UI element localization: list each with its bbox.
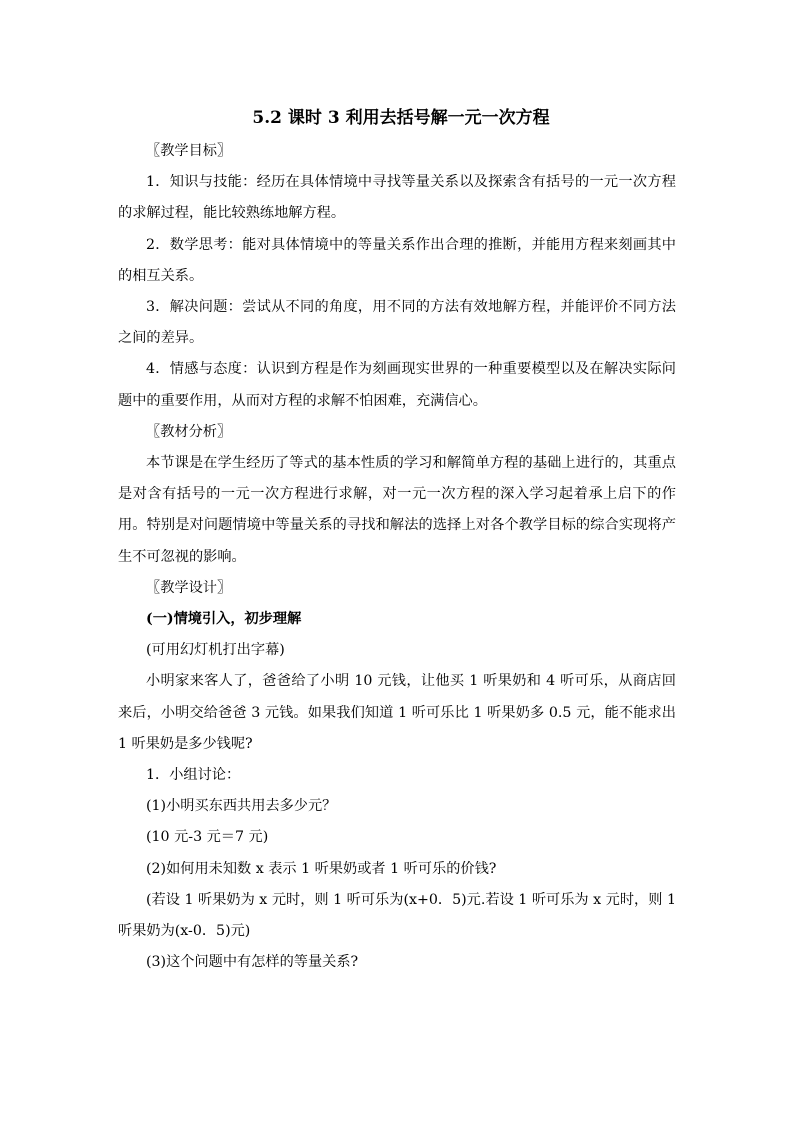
objective-item-2: 2．数学思考：能对具体情境中的等量关系作出合理的推断，并能用方程来刻画其中的相互关系。: [118, 236, 676, 284]
discussion-label: 1．小组讨论：: [146, 767, 241, 784]
story-paragraph: 小明家来客人了，爸爸给了小明 10 元钱，让他买 1 听果奶和 4 听可乐，从商店回来后，小明交给爸爸 3 元钱。如果我们知道 1 听可乐比 1 听果奶多 0.5 元，能不能求出 1 听果奶是多少钱呢?: [118, 673, 676, 752]
objective-item-1: 1．知识与技能：经历在具体情境中寻找等量关系以及探索含有括号的一元一次方程的求解过程，能比较熟练地解方程。: [118, 174, 676, 222]
question-3: (3)这个问题中有怎样的等量关系?: [146, 954, 359, 971]
design-subheading: (一)情境引入，初步理解: [146, 611, 302, 628]
answer-1: (10 元-3 元＝7 元): [146, 829, 269, 846]
document-body: [118, 104, 676, 978]
design-heading: 〖教学设计〗: [146, 579, 232, 596]
objective-item-3: 3．解决问题：尝试从不同的角度，用不同的方法有效地解方程，并能评价不同方法之间的差异。: [118, 299, 676, 347]
question-1: (1)小明买东西共用去多少元？: [146, 798, 337, 815]
objective-item-4: 4．情感与态度：认识到方程是作为刻画现实世界的一种重要模型以及在解决实际问题中的重要作用，从而对方程的求解不怕困难，充满信心。: [118, 361, 676, 409]
slide-note: (可用幻灯机打出字幕): [146, 642, 285, 659]
page-title: 5.2 课时 3 利用去括号解一元一次方程: [252, 108, 550, 128]
question-2: (2)如何用未知数 x 表示 1 听果奶或者 1 听可乐的价钱?: [146, 860, 497, 877]
analysis-paragraph: 本节课是在学生经历了等式的基本性质的学习和解简单方程的基础上进行的，其重点是对含有括号的一元一次方程进行求解，对一元一次方程的深入学习起着承上启下的作用。特别是对问题情境中等量关系的寻找和解法的选择上对各个教学目标的综合实现将产生不可忽视的影响。: [118, 455, 676, 565]
analysis-heading: 〖教材分析〗: [146, 423, 232, 440]
answer-2: (若设 1 听果奶为 x 元时，则 1 听可乐为(x+0．5)元.若设 1 听可乐为 x 元时，则 1 听果奶为(x-0．5)元): [118, 891, 676, 940]
objectives-heading: 〖教学目标〗: [146, 143, 232, 159]
